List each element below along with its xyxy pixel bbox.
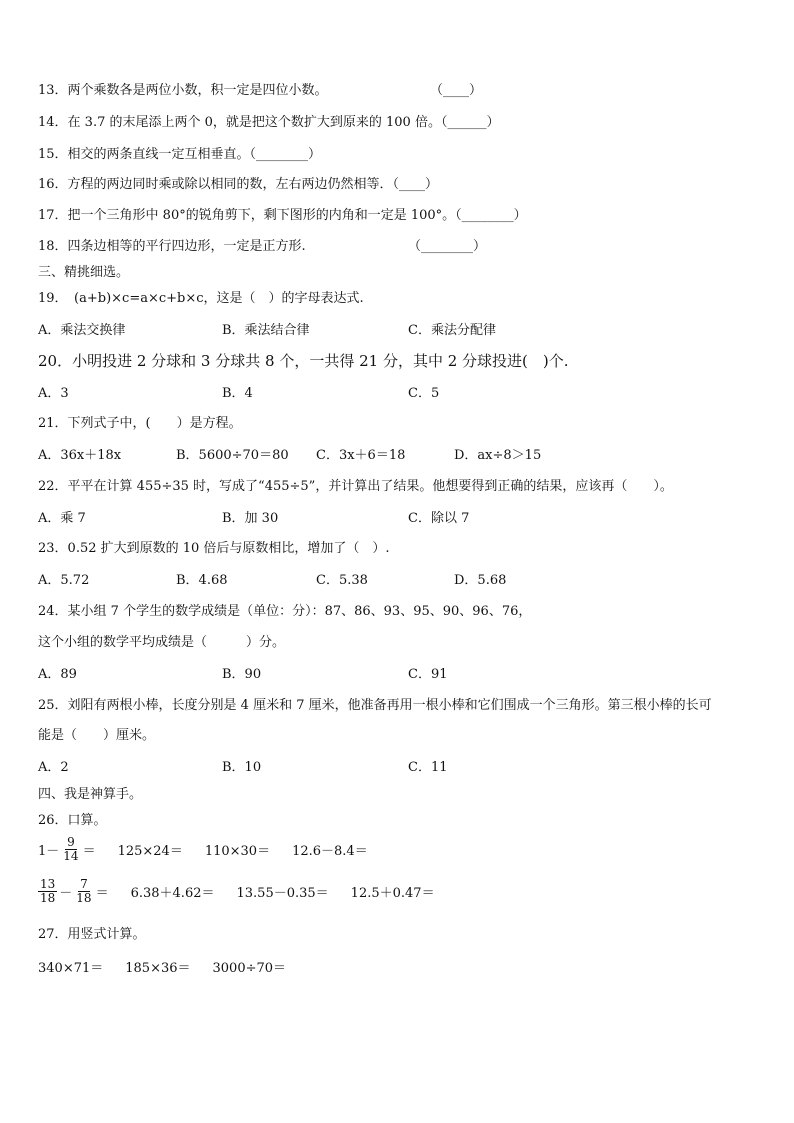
mental-math-row-1 [38,836,390,863]
calc-item: 125×24＝ [117,844,183,859]
option-a[interactable]: A．乘 7 [38,511,86,526]
option-a[interactable]: A．89 [38,667,77,682]
calc-item: 3000÷70＝ [212,961,287,976]
question-text: 14．在 3.7 的末尾添上两个 0，就是把这个数扩大到原来的 100 倍。 [38,115,441,130]
question-15 [38,146,321,164]
answer-blank[interactable]: （____） [392,177,439,192]
question-19: 19． (a+b)×c=a×c+b×c，这是（ ）的字母表达式. [38,291,364,306]
question-text: 17．把一个三角形中 80°的锐角剪下，剩下图形的内角和一定是 100°。 [38,208,456,223]
calc-item: 12.5＋0.47＝ [350,886,435,901]
option-c[interactable]: C．3x＋6＝18 [316,448,406,463]
option-a[interactable]: A．乘法交换律 [38,323,126,338]
option-c[interactable]: C．5.38 [316,573,368,588]
section-heading-4: 四、我是神算手。 [38,787,143,802]
option-b[interactable]: B．90 [222,667,262,682]
option-b[interactable]: B．4 [222,386,253,401]
expr-prefix: 1－ [38,844,60,859]
fraction-denominator: 18 [40,891,56,905]
question-25-line-1: 25．刘阳有两根小棒，长度分别是 4 厘米和 7 厘米，他准备再用一根小棒和它们围成一个三角形。第三根小棒的长可 [38,698,712,713]
vertical-calc-row [38,957,308,976]
question-14 [38,114,499,132]
expr-suffix: ＝ [82,844,96,859]
answer-blank[interactable]: （________） [408,239,487,254]
question-text: 18．四条边相等的平行四边形，一定是正方形. [38,239,306,254]
question-18 [38,238,487,256]
option-c[interactable]: C．除以 7 [408,511,470,526]
minus-sign: － [59,886,73,901]
calc-item: 185×36＝ [125,961,191,976]
question-24-line-2: 这个小组的数学平均成绩是（ ）分。 [38,635,286,650]
option-b[interactable]: B．乘法结合律 [222,323,310,338]
fraction-denominator: 14 [63,849,79,863]
question-21: 21．下列式子中，( ）是方程。 [38,416,242,431]
option-c[interactable]: C．乘法分配律 [408,323,496,338]
question-16 [38,176,438,194]
fraction-numerator: 13 [40,877,56,891]
calc-item: 340×71＝ [38,961,104,976]
calc-item: 6.38＋4.62＝ [130,886,215,901]
option-a[interactable]: A．3 [38,386,69,401]
option-c[interactable]: C．5 [408,386,440,401]
question-26: 26．口算。 [38,813,107,828]
fraction [38,878,57,905]
question-23: 23．0.52 扩大到原数的 10 倍后与原数相比，增加了（ ）. [38,541,390,556]
answer-blank[interactable]: （____） [430,83,483,98]
question-25-line-2: 能是（ ）厘米。 [38,728,156,743]
option-c[interactable]: C．91 [408,667,448,682]
option-b[interactable]: B．加 30 [222,511,279,526]
option-a[interactable]: A．36x＋18x [38,448,122,463]
question-text: 16．方程的两边同时乘或除以相同的数，左右两边仍然相等． [38,177,393,192]
calc-item: 110×30＝ [204,844,271,859]
question-24-line-1: 24．某小组 7 个学生的数学成绩是（单位：分）：87、86、93、95、90、96、76， [38,604,532,619]
fraction-denominator: 18 [76,891,92,905]
option-c[interactable]: C．11 [408,760,448,775]
option-a[interactable]: A．2 [38,760,69,775]
option-d[interactable]: D．ax÷8＞15 [454,448,542,463]
fraction [61,836,80,863]
answer-blank[interactable]: （________） [455,208,527,223]
question-text: 13．两个乘数各是两位小数，积一定是四位小数。 [38,83,328,98]
calc-item: 13.55－0.35＝ [236,886,329,901]
question-17 [38,207,527,225]
question-20: 20．小明投进 2 分球和 3 分球共 8 个，一共得 21 分，其中 2 分球投进( )个. [38,352,569,370]
option-d[interactable]: D．5.68 [454,573,507,588]
question-22: 22．平平在计算 455÷35 时，写成了“455÷5”，并计算出了结果。他想要得到正确的结果，应该再（ ）。 [38,479,673,494]
section-heading-3: 三、精挑细选。 [38,265,130,280]
option-b[interactable]: B．4.68 [176,573,228,588]
fraction-numerator: 9 [67,835,75,849]
fraction-numerator: 7 [80,877,88,891]
question-27: 27．用竖式计算。 [38,927,146,942]
answer-blank[interactable]: （________） [249,147,322,162]
mental-math-row-2 [38,878,457,905]
question-13 [38,82,483,100]
option-a[interactable]: A．5.72 [38,573,90,588]
option-b[interactable]: B．5600÷70＝80 [176,448,289,463]
answer-blank[interactable]: （______） [440,115,500,130]
fraction [74,878,93,905]
option-b[interactable]: B．10 [222,760,262,775]
expr-suffix: ＝ [95,886,109,901]
calc-item: 12.6－8.4＝ [292,844,368,859]
question-text: 15．相交的两条直线一定互相垂直。 [38,147,250,162]
